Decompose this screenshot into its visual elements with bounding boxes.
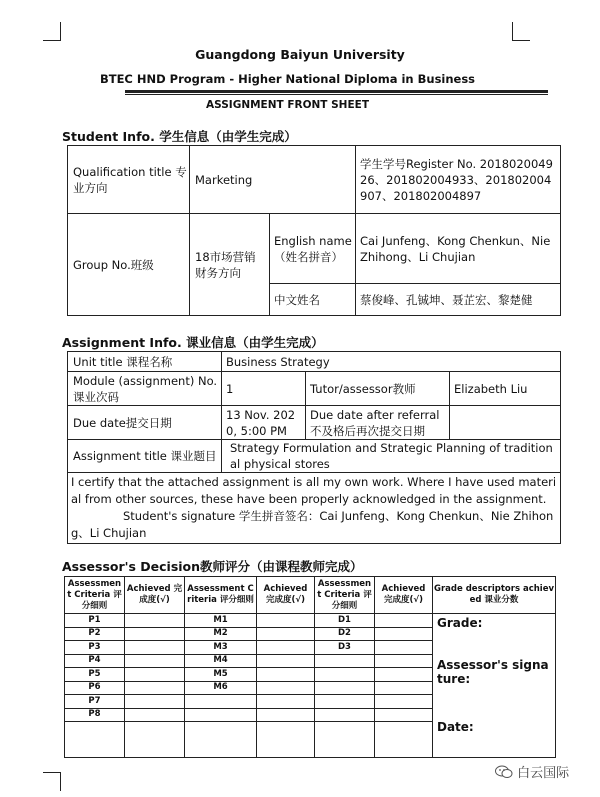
achieved-d3[interactable] xyxy=(375,641,433,655)
student-signature: Student's signature 学生拼音签名：Cai Junfeng、Kong Chenkun、Nie Zhihong、Li Chujian xyxy=(71,509,554,540)
unit-title-label: Unit title 课程名称 xyxy=(68,352,222,372)
date-label: Date: xyxy=(437,720,474,734)
achieved-p8[interactable] xyxy=(125,708,185,722)
assessor-decision-heading: Assessor's Decision教师评分（由课程教师完成） xyxy=(62,559,363,574)
achieved-p1[interactable] xyxy=(125,614,185,628)
program-description: - Higher National Diploma in Business xyxy=(225,72,476,86)
criteria-m-empty-3 xyxy=(185,722,257,758)
criteria-p5: P5 xyxy=(65,668,125,682)
achieved-p5[interactable] xyxy=(125,668,185,682)
criteria-d3: D3 xyxy=(315,641,375,655)
achieved-p7[interactable] xyxy=(125,695,185,709)
criteria-m-empty-1 xyxy=(185,695,257,709)
criteria-m2: M2 xyxy=(185,627,257,641)
achieved-header-m: Achieved 完成度(√) xyxy=(257,577,315,614)
chinese-names: 蔡俊峰、孔铖坤、聂芷宏、黎楚健 xyxy=(356,284,561,316)
tutor-label: Tutor/assessor教师 xyxy=(306,372,450,406)
criteria-d1: D1 xyxy=(315,614,375,628)
certification-statement: I certify that the attached assignment is all my own work. Where I have used material from other sources, these have been properly acknowledged in the assignment. xyxy=(71,475,557,506)
header-rule-thin xyxy=(125,94,548,95)
module-value: 1 xyxy=(222,372,306,406)
student-numbers: 学生学号Register No. 20180200492​6、201802004933、201802004907、20180200489​7 xyxy=(356,146,561,214)
crop-mark-top-left xyxy=(43,22,61,41)
header-rule-thick xyxy=(125,90,548,93)
achieved-m1[interactable] xyxy=(257,614,315,628)
achieved-m6[interactable] xyxy=(257,681,315,695)
wechat-icon-svg xyxy=(495,765,513,779)
criteria-d-empty-3 xyxy=(315,681,375,695)
criteria-p7: P7 xyxy=(65,695,125,709)
assignment-title-value: Strategy Formulation and Strategic Planning of traditional physical stores xyxy=(222,440,561,473)
crop-mark-top-right xyxy=(512,22,530,41)
certification-cell xyxy=(68,473,561,544)
crop-mark-bottom-left xyxy=(43,772,61,791)
criteria-m6: M6 xyxy=(185,681,257,695)
achieved-d-empty-6 xyxy=(375,722,433,758)
achieved-d-empty-5 xyxy=(375,708,433,722)
watermark-text: 白云国际 xyxy=(517,766,570,781)
criteria-m5: M5 xyxy=(185,668,257,682)
achieved-p-empty xyxy=(125,722,185,758)
achieved-d-empty-4 xyxy=(375,695,433,709)
criteria-p-empty xyxy=(65,722,125,758)
criteria-p8: P8 xyxy=(65,708,125,722)
referral-date-label: Due date after referral 不及格后再次提交日期 xyxy=(306,406,450,440)
criteria-d-empty-4 xyxy=(315,695,375,709)
achieved-d-empty-1 xyxy=(375,654,433,668)
criteria-d-empty-1 xyxy=(315,654,375,668)
due-date-value: 13 Nov. 2020, 5:00 PM xyxy=(222,406,306,440)
criteria-p2: P2 xyxy=(65,627,125,641)
grade-label: Grade: xyxy=(437,616,483,630)
module-label: Module (assignment) No. 课业次码 xyxy=(68,372,222,406)
achieved-m4[interactable] xyxy=(257,654,315,668)
criteria-p3: P3 xyxy=(65,641,125,655)
achieved-m-empty-1 xyxy=(257,695,315,709)
achieved-d1[interactable] xyxy=(375,614,433,628)
achieved-m5[interactable] xyxy=(257,668,315,682)
achieved-m-empty-2 xyxy=(257,708,315,722)
assignment-info-table xyxy=(67,351,561,544)
due-date-label: Due date提交日期 xyxy=(68,406,222,440)
assessor-signature-label: Assessor's signature: xyxy=(437,658,549,686)
achieved-p2[interactable] xyxy=(125,627,185,641)
criteria-m3: M3 xyxy=(185,641,257,655)
criteria-m-empty-2 xyxy=(185,708,257,722)
criteria-d-empty-5 xyxy=(315,708,375,722)
assessor-decision-table xyxy=(64,576,556,758)
group-value: 18市场营销财务方向 xyxy=(190,214,270,316)
qualification-value: Marketing xyxy=(190,146,356,214)
achieved-m3[interactable] xyxy=(257,641,315,655)
criteria-m1: M1 xyxy=(185,614,257,628)
qualification-label: Qualification title 专业方向 xyxy=(68,146,190,214)
achieved-d-empty-3 xyxy=(375,681,433,695)
achieved-p6[interactable] xyxy=(125,681,185,695)
watermark xyxy=(495,762,569,783)
student-info-table xyxy=(67,145,561,316)
criteria-d2: D2 xyxy=(315,627,375,641)
english-names: Cai Junfeng、Kong Chenkun、Nie Zhihong、Li Chujian xyxy=(356,214,561,284)
achieved-m-empty-3 xyxy=(257,722,315,758)
group-label: Group No.班级 xyxy=(68,214,190,316)
sheet-title: ASSIGNMENT FRONT SHEET xyxy=(206,99,369,111)
criteria-header-d: Assessment Criteria 评分细则 xyxy=(315,577,375,614)
achieved-header-d: Achieved 完成度(√) xyxy=(375,577,433,614)
criteria-header-m: Assessment Criteria 评分细则 xyxy=(185,577,257,614)
criteria-d-empty-2 xyxy=(315,668,375,682)
achieved-d-empty-2 xyxy=(375,668,433,682)
criteria-p1: P1 xyxy=(65,614,125,628)
criteria-d-empty-6 xyxy=(315,722,375,758)
achieved-d2[interactable] xyxy=(375,627,433,641)
criteria-header-p: Assessment Criteria 评分细则 xyxy=(65,577,125,614)
tutor-value: Elizabeth Liu xyxy=(450,372,561,406)
chinese-name-label: 中文姓名 xyxy=(270,284,356,316)
assignment-info-heading: Assignment Info. 课业信息（由学生完成） xyxy=(62,335,324,350)
achieved-header-p: Achieved 完成度(√) xyxy=(125,577,185,614)
criteria-p4: P4 xyxy=(65,654,125,668)
achieved-p4[interactable] xyxy=(125,654,185,668)
english-name-label: English name （姓名拼音） xyxy=(270,214,356,284)
grade-signature-cell xyxy=(433,614,556,758)
university-name: Guangdong Baiyun University xyxy=(195,47,405,62)
achieved-m2[interactable] xyxy=(257,627,315,641)
referral-date-value xyxy=(450,406,561,440)
grade-descriptors-header: Grade descriptors achieved 课业分数 xyxy=(433,577,556,614)
unit-title-value: Business Strategy xyxy=(222,352,561,372)
criteria-m4: M4 xyxy=(185,654,257,668)
achieved-p3[interactable] xyxy=(125,641,185,655)
program-name: BTEC HND Program xyxy=(99,72,226,86)
assignment-title-label: Assignment title 课业题目 xyxy=(68,440,222,473)
program-line xyxy=(0,72,575,86)
student-info-heading: Student Info. 学生信息（由学生完成） xyxy=(62,129,297,144)
wechat-icon xyxy=(495,765,513,783)
criteria-p6: P6 xyxy=(65,681,125,695)
